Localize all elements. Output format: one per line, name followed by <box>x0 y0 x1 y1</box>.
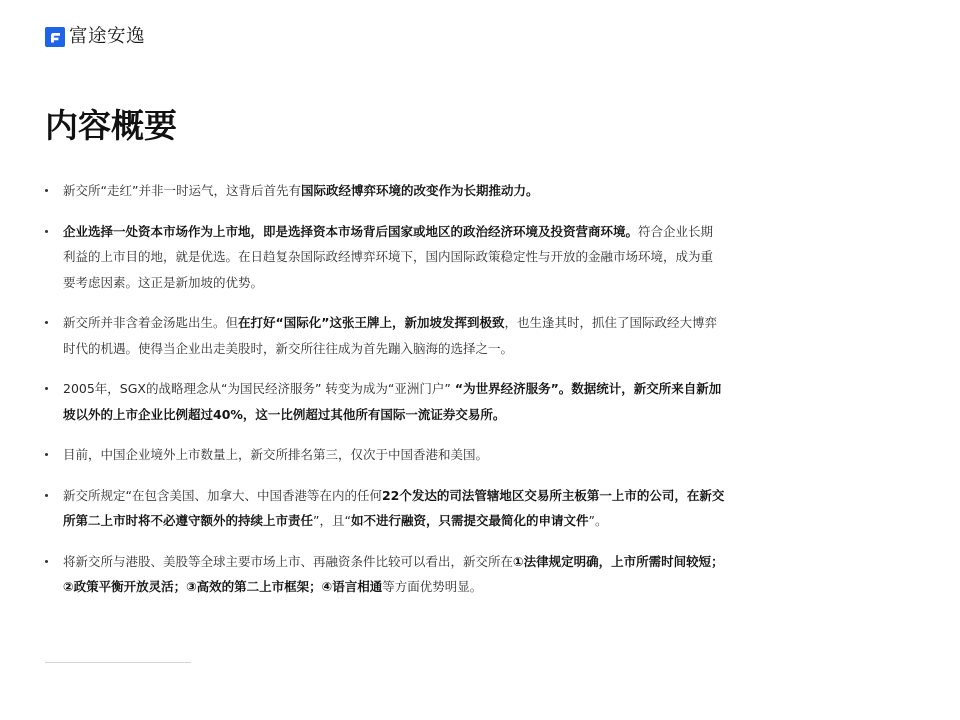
bullet-text-bold: 国际政经博弈环境的改变作为长期推动力。 <box>300 183 539 198</box>
bullet-item <box>45 310 725 361</box>
bullet-text: ”。 <box>588 513 608 528</box>
bullet-text: 目前，中国企业境外上市数量上，新交所排名第三，仅次于中国香港和美国。 <box>63 447 489 462</box>
bullet-dot-icon <box>45 189 48 192</box>
bullet-item <box>45 219 725 296</box>
bullet-text-bold: 如不进行融资，只需提交最简化的申请文件 <box>350 513 589 528</box>
bullet-text-bold: 在打好“国际化”这张王牌上，新加坡发挥到极致 <box>238 315 505 330</box>
bullet-text: 2005年，SGX的战略理念从“为国民经济服务” 转变为成为“亚洲门户” <box>63 381 455 396</box>
page-title: 内容概要 <box>45 106 177 145</box>
bullet-item <box>45 178 725 204</box>
bullet-item <box>45 483 725 534</box>
bullet-dot-icon <box>45 453 48 456</box>
footer-divider <box>45 662 191 663</box>
bullet-text: 新交所规定“在包含美国、加拿大、中国香港等在内的任何 <box>63 487 382 503</box>
brand <box>45 26 145 48</box>
bullet-dot-icon <box>45 560 48 563</box>
bullet-text-bold: “为世界经济服务”。数据统计，新交所来自新加坡以外的上市企业比例超过40%，这一比例超过其他所有国际一流证券交易所。 <box>63 381 722 422</box>
bullet-text-bold: 22个发达的司法管辖地区交易所主板第一上市的公司，在新交所第二上市时将不必遵守额外的持续上市责任 <box>63 487 725 528</box>
bullet-item <box>45 442 725 468</box>
bullet-text-bold: ①法律规定明确，上市所需时间较短；②政策平衡开放灵活；③高效的第二上市框架；④语言相通 <box>63 553 724 594</box>
logo-square <box>45 27 65 47</box>
bullet-dot-icon <box>45 387 48 390</box>
bullet-dot-icon <box>45 230 48 233</box>
bullet-item <box>45 549 725 600</box>
bullet-text: 符合企业长期利益的上市目的地，就是优选。在日趋复杂国际政经博弈环境下，国内国际政策稳定性与开放的金融市场环境，成为重要考虑因素。这正是新加坡的优势。 <box>63 223 714 290</box>
brand-name: 富途安逸 <box>69 26 146 47</box>
bullet-text-bold: 企业选择一处资本市场作为上市地，即是选择资本市场背后国家或地区的政治经济环境及投资营商环境。 <box>63 223 639 239</box>
bullet-text: ，也生逢其时，抓住了国际政经大博弈时代的机遇。使得当企业出走美股时，新交所往往成为首先蹦入脑海的选择之一。 <box>63 315 717 356</box>
bullet-item <box>45 376 725 427</box>
bullet-text: ”，且“ <box>313 513 351 528</box>
bullet-text: 将新交所与港股、美股等全球主要市场上市、再融资条件比较可以看出，新交所在 <box>63 553 514 569</box>
futu-logo-icon <box>45 27 65 47</box>
bullet-dot-icon <box>45 494 48 497</box>
bullet-text: 新交所“走红”并非一时运气，这背后首先有 <box>63 183 301 198</box>
bullet-dot-icon <box>45 321 48 324</box>
bullet-text: 等方面优势明显。 <box>382 579 483 594</box>
bullet-text: 新交所并非含着金汤匙出生。但 <box>63 315 239 330</box>
summary-bullet-list <box>45 178 725 615</box>
